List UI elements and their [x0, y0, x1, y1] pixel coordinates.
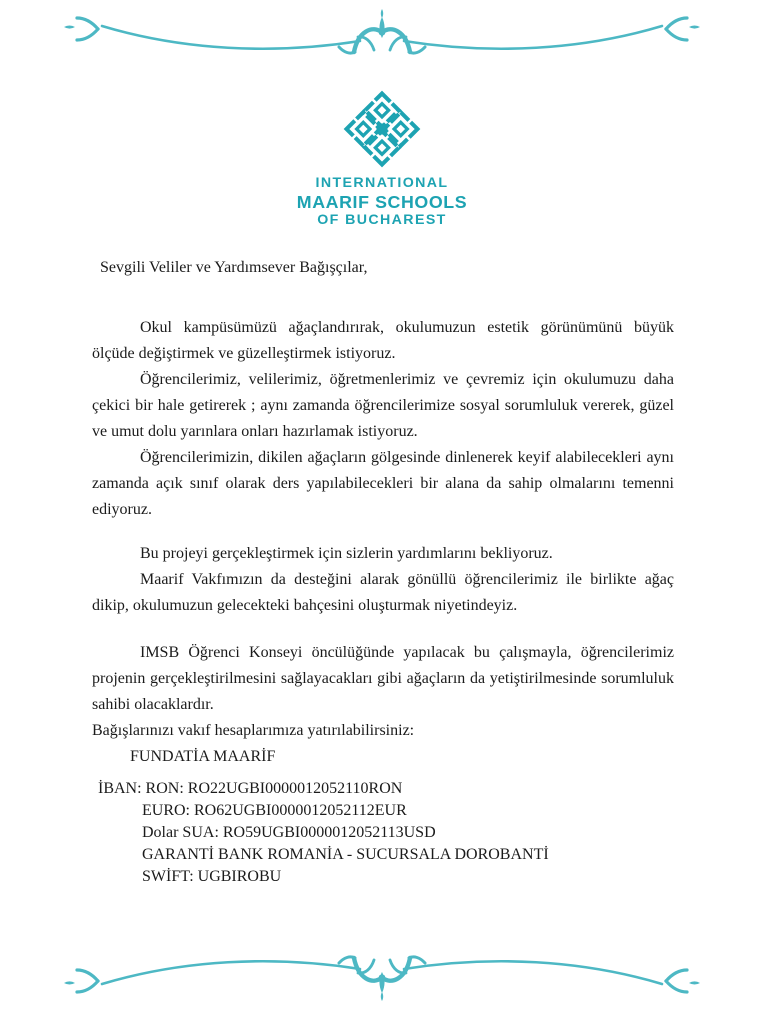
paragraph-campus: Okul kampüsümüzü ağaçlandırırak, okulumuzun estetik görünümünü büyük ölçüde değiştirmek ve güzelleştirmek istiyoruz. — [92, 319, 674, 362]
paragraph-student-council: IMSB Öğrenci Konseyi öncülüğünde yapılacak bu çalışmayla, öğrencilerimiz projenin gerçekleştirilmesini sağlayacakları gibi ağaçların da yetiştirilmesinde sorumluluk sahibi olacaklardır. — [92, 644, 674, 713]
brand-line-maarif-schools: MAARIF SCHOOLS — [296, 192, 468, 212]
paragraph-help-request: Bu projeyi gerçekleştirmek için sizlerin yardımlarını bekliyoruz. — [140, 545, 553, 562]
iban-euro-line: EURO: RO62UGBI0000012052112EUR — [142, 802, 407, 819]
brand-line-of-bucharest: OF BUCHAREST — [317, 212, 447, 228]
brand-wordmark — [0, 175, 764, 229]
swift-line: SWİFT: UGBIROBU — [142, 868, 282, 885]
maarif-knot-icon — [343, 90, 421, 168]
foundation-name: FUNDATİA MAARİF — [130, 748, 276, 765]
letter-body — [92, 255, 674, 888]
flourish-top-divider-icon — [62, 8, 702, 60]
donation-note: Bağışlarınızı vakıf hesaplarımıza yatırılabilirsiniz: — [92, 722, 415, 739]
paragraph-open-classroom: Öğrencilerimizin, dikilen ağaçların gölgesinde dinlenerek keyif alabilecekleri aynı zamanda açık sınıf olarak ders yapılabilecekleri bir alana da sahip olmalarını temenni ediyoruz. — [92, 449, 674, 518]
school-logo — [0, 90, 764, 229]
brand-line-international: INTERNATIONAL — [315, 175, 449, 191]
flourish-bottom-divider-icon — [62, 950, 702, 1002]
iban-ron-line: İBAN: RON: RO22UGBI0000012052110RON — [98, 780, 403, 797]
paragraph-community: Öğrencilerimiz, velilerimiz, öğretmenlerimiz ve çevremiz için okulumuzu daha çekici bir hale getirerek ; aynı zamanda öğrencilerimize sosyal sorumluluk vererek, güzel ve umut dolu yarınlara onları hazırlamak istiyoruz. — [92, 371, 674, 440]
iban-usd-line: Dolar SUA: RO59UGBI0000012052113USD — [142, 824, 436, 841]
paragraph-foundation-support: Maarif Vakfımızın da desteğini alarak gönüllü öğrencilerimiz ile birlikte ağaç dikip, okulumuzun gelecekteki bahçesini oluşturmak niyetindeyiz. — [92, 571, 674, 614]
bank-name-line: GARANTİ BANK ROMANİA - SUCURSALA DOROBANTİ — [142, 846, 549, 863]
bank-details — [92, 778, 674, 888]
greeting-line: Sevgili Veliler ve Yardımsever Bağışçılar, — [100, 259, 368, 276]
